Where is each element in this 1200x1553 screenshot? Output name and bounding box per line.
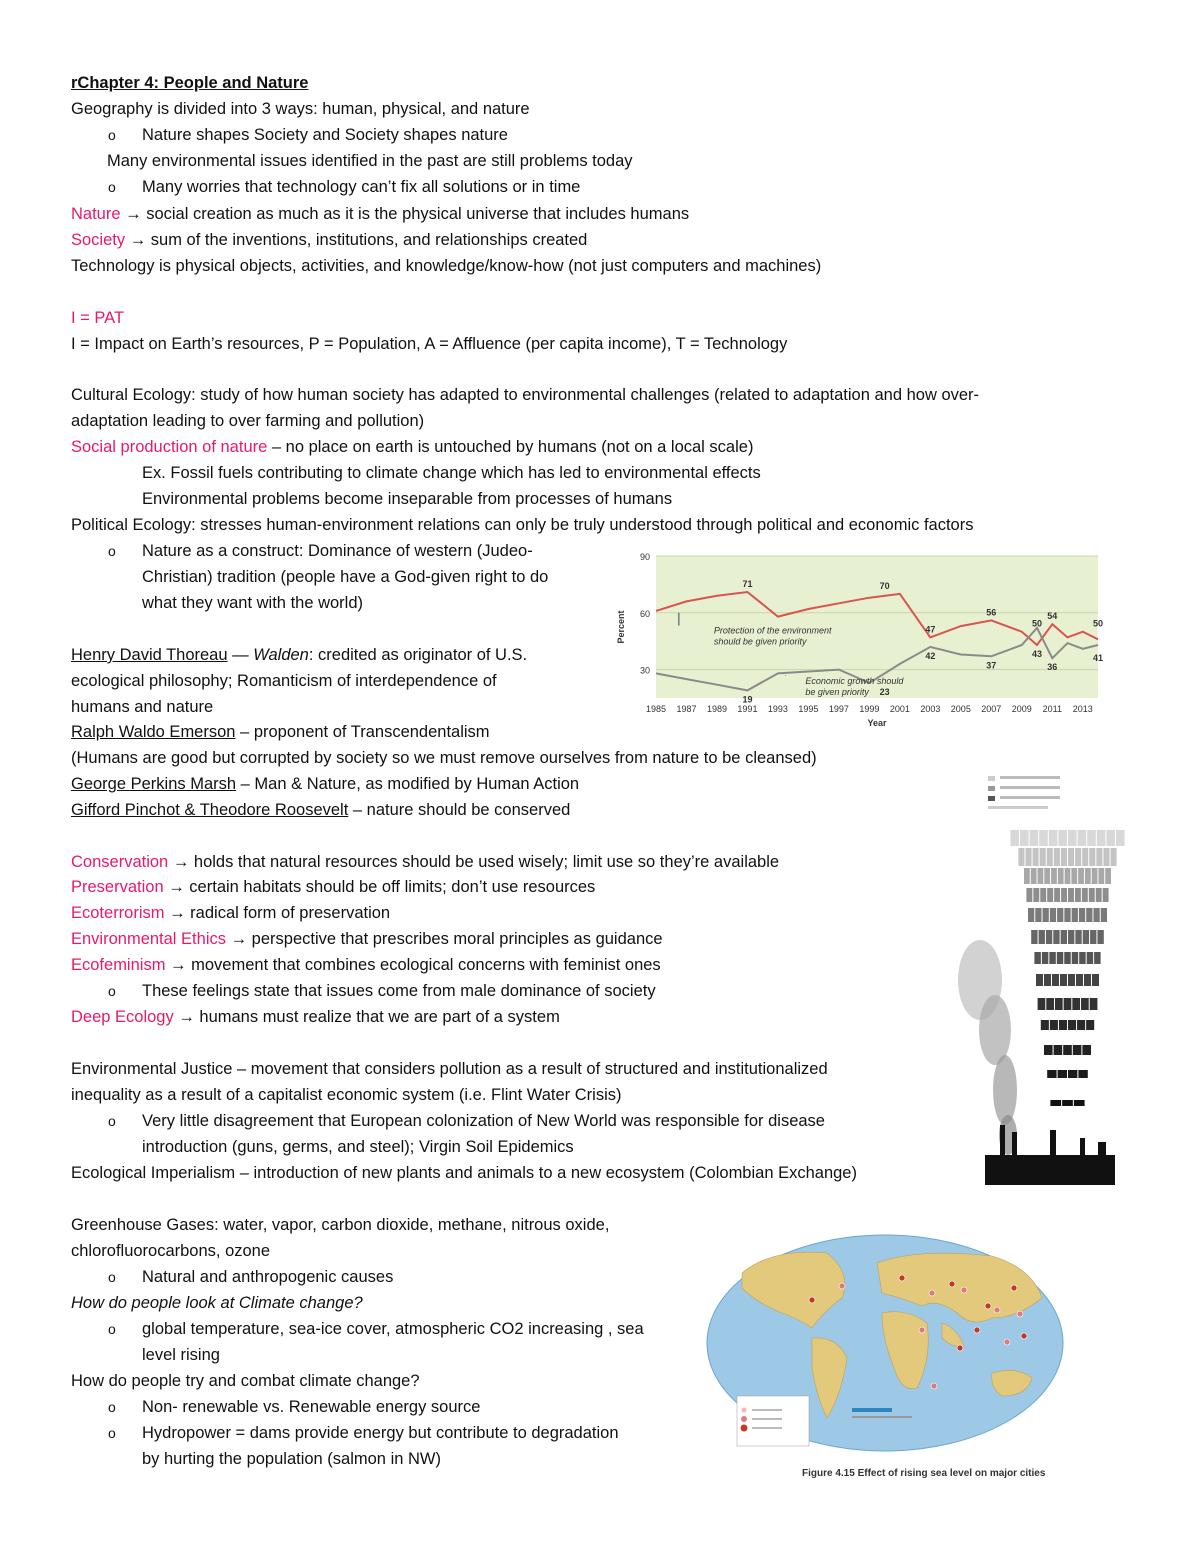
data-label: 23 xyxy=(879,686,890,697)
emission-block xyxy=(1097,830,1106,846)
text-line: introduction (guns, germs, and steel); Virgin Soil Epidemics xyxy=(142,1138,574,1156)
x-axis-label: Year xyxy=(867,718,887,728)
text-line: Geography is divided into 3 ways: human, physical, and nature xyxy=(71,100,530,118)
text-line: I = Impact on Earth’s resources, P = Population, A = Affluence (per capita income), T = Technology xyxy=(71,335,788,353)
bullet: o xyxy=(108,1399,116,1415)
emission-block xyxy=(1047,848,1053,866)
emission-block xyxy=(1054,848,1060,866)
emission-block xyxy=(1089,848,1095,866)
x-tick-label: 2003 xyxy=(920,704,941,714)
y-tick-label: 30 xyxy=(639,665,650,676)
emission-block xyxy=(1087,952,1093,964)
term: Ecoterrorism xyxy=(71,904,165,922)
definition-conservation xyxy=(71,852,779,872)
emission-block xyxy=(1068,930,1074,944)
emission-block xyxy=(1044,868,1050,884)
y-tick-label: 90 xyxy=(639,552,650,562)
term: Ecofeminism xyxy=(71,956,166,974)
x-tick-label: 2011 xyxy=(1042,704,1062,714)
x-tick-label: 1985 xyxy=(645,704,667,714)
definition-ecoterrorism xyxy=(71,903,390,923)
marsh-line xyxy=(71,774,579,794)
definition: → humans must realize that we are part of a system xyxy=(173,1008,560,1026)
emission-block xyxy=(1054,1045,1063,1055)
bullet: o xyxy=(108,179,116,195)
text-line: level rising xyxy=(142,1346,220,1364)
data-label: 19 xyxy=(742,694,753,705)
x-tick-label: 1987 xyxy=(676,704,697,714)
x-tick-label: 2005 xyxy=(950,704,971,714)
emission-block xyxy=(1051,868,1057,884)
emission-block xyxy=(1063,1045,1072,1055)
data-label: 41 xyxy=(1092,652,1104,663)
emission-block xyxy=(1092,868,1098,884)
emission-block xyxy=(1072,952,1078,964)
emission-block xyxy=(1106,830,1115,846)
text-line: Many worries that technology can’t fix all solutions or in time xyxy=(142,178,581,196)
definition-society xyxy=(71,230,587,250)
city-marker xyxy=(1011,1285,1017,1291)
city-marker xyxy=(931,1383,937,1389)
emission-block xyxy=(1010,830,1019,846)
emission-block xyxy=(1058,868,1064,884)
x-tick-label: 2007 xyxy=(981,704,1002,714)
page-title: rChapter 4: People and Nature xyxy=(71,74,309,92)
x-tick-label: 1997 xyxy=(828,704,849,714)
data-label: 47 xyxy=(925,624,936,635)
person-name: Gifford Pinchot & Theodore Roosevelt xyxy=(71,801,349,819)
emission-block xyxy=(1046,930,1052,944)
emission-block xyxy=(1060,974,1067,986)
text-line: Non- renewable vs. Renewable energy source xyxy=(142,1398,481,1416)
text-line: Ecological Imperialism – introduction of new plants and animals to a new ecosystem (Colombian Exchange) xyxy=(71,1164,857,1182)
definition: → perspective that prescribes moral principles as guidance xyxy=(226,930,663,948)
text-line: These feelings state that issues come from male dominance of society xyxy=(142,982,656,1000)
emission-block xyxy=(1093,908,1099,922)
emission-block xyxy=(1068,848,1074,866)
data-label: 56 xyxy=(986,607,997,618)
text-line: Very little disagreement that European colonization of New World was responsible for disease xyxy=(142,1112,825,1130)
dash: — xyxy=(227,646,254,664)
emissions-infographic xyxy=(950,770,1135,1185)
pinchot-line xyxy=(71,800,570,820)
data-label: 70 xyxy=(879,580,890,591)
data-label: 71 xyxy=(742,578,753,589)
x-tick-label: 1991 xyxy=(737,704,758,714)
bullet: o xyxy=(108,127,116,143)
text-line: Hydropower = dams provide energy but contribute to degradation xyxy=(142,1424,619,1442)
emission-block xyxy=(1087,830,1096,846)
map-caption: Figure 4.15 Effect of rising sea level on major cities xyxy=(802,1468,1046,1479)
y-tick-label: 60 xyxy=(639,608,650,619)
emission-block xyxy=(1055,998,1063,1010)
text-line: Technology is physical objects, activities, and knowledge/know-how (not just computers and machines) xyxy=(71,257,822,275)
emission-block xyxy=(1101,908,1107,922)
bullet: o xyxy=(108,983,116,999)
emission-block xyxy=(1079,908,1085,922)
emission-block xyxy=(1082,1045,1091,1055)
emission-block xyxy=(1085,868,1091,884)
text-line: Many environmental issues identified in the past are still problems today xyxy=(107,152,633,170)
emission-block xyxy=(1096,888,1102,902)
definition: – no place on earth is untouched by humans (not on a local scale) xyxy=(267,438,754,456)
text-line: chlorofluorocarbons, ozone xyxy=(71,1242,271,1260)
emission-block xyxy=(1072,998,1080,1010)
city-marker xyxy=(985,1303,991,1309)
emission-block xyxy=(1047,888,1053,902)
emission-block xyxy=(1035,908,1041,922)
person-name: Henry David Thoreau xyxy=(71,646,228,664)
emission-block xyxy=(1096,848,1102,866)
person-name: Ralph Waldo Emerson xyxy=(71,723,236,741)
book-title: Walden xyxy=(253,646,309,664)
data-label: 54 xyxy=(1047,611,1058,622)
definition: → holds that natural resources should be used wisely; limit use so they’re available xyxy=(168,853,780,871)
emission-block xyxy=(1074,1100,1085,1106)
thoreau-line xyxy=(71,645,527,665)
text: – Man & Nature, as modified by Human Action xyxy=(236,775,580,793)
emission-block xyxy=(1040,848,1046,866)
text-line: Greenhouse Gases: water, vapor, carbon dioxide, methane, nitrous oxide, xyxy=(71,1216,610,1234)
emission-block xyxy=(1079,952,1085,964)
series-annotation: Economic growth should be given priority xyxy=(805,675,904,697)
text-line: Nature as a construct: Dominance of western (Judeo- xyxy=(142,542,533,560)
series-annotation: Protection of the environment should be given priority xyxy=(713,625,832,647)
city-marker xyxy=(961,1287,967,1293)
emission-block xyxy=(1089,888,1095,902)
emission-block xyxy=(1078,868,1084,884)
emission-block xyxy=(1049,952,1055,964)
emission-block xyxy=(1094,952,1100,964)
term: Conservation xyxy=(71,853,169,871)
definition: → certain habitats should be off limits; don’t use resources xyxy=(163,878,596,896)
emission-block xyxy=(1058,830,1067,846)
definition-social-production xyxy=(71,437,753,457)
x-tick-label: 2001 xyxy=(889,704,910,714)
city-marker xyxy=(919,1327,925,1333)
bullet: o xyxy=(108,1425,116,1441)
text: – proponent of Transcendentalism xyxy=(235,723,490,741)
emission-block xyxy=(1018,848,1024,866)
emission-block xyxy=(1075,848,1081,866)
priority-line-chart xyxy=(612,548,1104,728)
city-marker xyxy=(839,1283,845,1289)
term: Social production of nature xyxy=(71,438,268,456)
emission-block xyxy=(1024,868,1030,884)
city-marker xyxy=(809,1297,815,1303)
text: : credited as originator of U.S. xyxy=(308,646,528,664)
emission-block xyxy=(1073,1045,1082,1055)
definition-preservation xyxy=(71,877,595,897)
emission-block xyxy=(1050,1020,1058,1030)
city-marker xyxy=(957,1345,963,1351)
x-tick-label: 1995 xyxy=(798,704,819,714)
text-line: Christian) tradition (people have a God-given right to do xyxy=(142,568,549,586)
text-line: Cultural Ecology: study of how human society has adapted to environmental challenges (related to adaptation and how over- xyxy=(71,386,980,404)
emission-block xyxy=(1071,868,1077,884)
definition: → social creation as much as it is the physical universe that includes humans xyxy=(120,205,690,223)
emission-block xyxy=(1064,952,1070,964)
emission-block xyxy=(1047,1070,1056,1078)
emission-block xyxy=(1040,888,1046,902)
emission-block xyxy=(1092,974,1099,986)
term: Preservation xyxy=(71,878,164,896)
emission-block xyxy=(1098,868,1104,884)
emission-block xyxy=(1026,888,1032,902)
emission-block xyxy=(1052,974,1059,986)
emission-block xyxy=(1077,1020,1085,1030)
emission-block xyxy=(1058,1070,1067,1078)
emission-block xyxy=(1061,848,1067,866)
emission-block xyxy=(1050,1100,1061,1106)
emission-block xyxy=(1044,1045,1053,1055)
emission-block xyxy=(1072,908,1078,922)
city-marker xyxy=(899,1275,905,1281)
emission-block xyxy=(1043,908,1049,922)
x-tick-label: 1999 xyxy=(859,704,880,714)
emission-block xyxy=(1046,998,1054,1010)
emission-block xyxy=(1033,888,1039,902)
city-marker xyxy=(929,1290,935,1296)
term: Society xyxy=(71,231,126,249)
person-name: George Perkins Marsh xyxy=(71,775,237,793)
text-line: Nature shapes Society and Society shapes nature xyxy=(142,126,508,144)
definition-nature xyxy=(71,204,689,224)
data-label: 50 xyxy=(1092,618,1104,629)
emission-block xyxy=(1082,888,1088,902)
emission-block xyxy=(1034,952,1040,964)
text-line: global temperature, sea-ice cover, atmospheric CO2 increasing , sea xyxy=(142,1320,644,1338)
city-marker xyxy=(1021,1333,1027,1339)
bullet: o xyxy=(108,1269,116,1285)
emission-block xyxy=(1038,868,1044,884)
emission-block xyxy=(1084,974,1091,986)
emission-block xyxy=(1081,998,1089,1010)
emission-block xyxy=(1083,930,1089,944)
emission-block xyxy=(1030,830,1039,846)
emission-block xyxy=(1068,1070,1077,1078)
emission-block xyxy=(1038,998,1046,1010)
emission-block xyxy=(1039,930,1045,944)
emission-block xyxy=(1082,848,1088,866)
emission-block xyxy=(1078,830,1087,846)
bullet: o xyxy=(108,1321,116,1337)
text: – nature should be conserved xyxy=(348,801,571,819)
data-label: 43 xyxy=(1032,648,1043,659)
emission-block xyxy=(1075,930,1081,944)
text-line: Ex. Fossil fuels contributing to climate change which has led to environmental effects xyxy=(142,464,761,482)
emission-block xyxy=(1075,888,1081,902)
question: How do people look at Climate change? xyxy=(71,1294,363,1312)
data-label: 37 xyxy=(986,660,997,671)
emission-block xyxy=(1042,952,1048,964)
ipat-title: I = PAT xyxy=(71,309,125,327)
emission-block xyxy=(1057,908,1063,922)
emission-block xyxy=(1086,908,1092,922)
bullet: o xyxy=(108,1113,116,1129)
question: How do people try and combat climate change? xyxy=(71,1372,420,1390)
text-line: by hurting the population (salmon in NW) xyxy=(142,1450,441,1468)
emission-block xyxy=(1068,1020,1076,1030)
term: Nature xyxy=(71,205,121,223)
emission-block xyxy=(1033,848,1039,866)
emission-block xyxy=(1062,1100,1073,1106)
city-marker xyxy=(1017,1311,1023,1317)
emission-block xyxy=(1078,1070,1087,1078)
emission-block xyxy=(1090,998,1098,1010)
data-label: 50 xyxy=(1032,618,1043,629)
text-line: ecological philosophy; Romanticism of interdependence of xyxy=(71,672,497,690)
emission-block xyxy=(1103,848,1109,866)
x-tick-label: 1989 xyxy=(706,704,727,714)
emission-block xyxy=(1020,830,1029,846)
emission-block xyxy=(1111,848,1117,866)
data-label: 36 xyxy=(1047,662,1058,673)
emission-block xyxy=(1068,974,1075,986)
emission-block xyxy=(1097,930,1103,944)
text-line: (Humans are good but corrupted by society so we must remove ourselves from nature to be cleansed) xyxy=(71,749,817,767)
text-line: Natural and anthropogenic causes xyxy=(142,1268,394,1286)
emission-block xyxy=(1025,848,1031,866)
term: Environmental Ethics xyxy=(71,930,226,948)
emission-block xyxy=(1061,930,1067,944)
text-line: adaptation leading to over farming and pollution) xyxy=(71,412,425,430)
definition: → radical form of preservation xyxy=(164,904,391,922)
emission-block xyxy=(1061,888,1067,902)
city-marker xyxy=(949,1281,955,1287)
city-marker xyxy=(1004,1339,1010,1345)
definition-deep-ecology xyxy=(71,1007,560,1027)
emission-block xyxy=(1059,1020,1067,1030)
emission-block xyxy=(1044,974,1051,986)
emission-block xyxy=(1054,888,1060,902)
emission-block xyxy=(1039,830,1048,846)
definition-environmental-ethics xyxy=(71,929,663,949)
emission-block xyxy=(1090,930,1096,944)
emission-block xyxy=(1076,974,1083,986)
x-tick-label: 2013 xyxy=(1072,704,1093,714)
text-line: inequality as a result of a capitalist economic system (i.e. Flint Water Crisis) xyxy=(71,1086,622,1104)
emission-block xyxy=(1050,908,1056,922)
text-line: humans and nature xyxy=(71,698,214,716)
definition: → sum of the inventions, institutions, and relationships created xyxy=(125,231,588,249)
emission-block xyxy=(1028,908,1034,922)
emission-block xyxy=(1105,868,1111,884)
emission-block xyxy=(1064,908,1070,922)
city-marker xyxy=(994,1307,1000,1313)
y-axis-label: Percent xyxy=(616,610,626,644)
emission-block xyxy=(1086,1020,1094,1030)
emission-block xyxy=(1068,888,1074,902)
term: Deep Ecology xyxy=(71,1008,174,1026)
emission-block xyxy=(1053,930,1059,944)
emission-block xyxy=(1064,998,1072,1010)
emission-block xyxy=(1049,830,1058,846)
data-label: 42 xyxy=(925,650,936,661)
emission-block xyxy=(1031,930,1037,944)
bullet: o xyxy=(108,543,116,559)
emission-block xyxy=(1116,830,1125,846)
x-tick-label: 2009 xyxy=(1011,704,1032,714)
emission-block xyxy=(1031,868,1037,884)
emerson-line xyxy=(71,722,490,742)
x-tick-label: 1993 xyxy=(767,704,788,714)
emission-block xyxy=(1057,952,1063,964)
text-line: Political Ecology: stresses human-environment relations can only be truly understood through political and economic factors xyxy=(71,516,974,534)
emission-block xyxy=(1065,868,1071,884)
emission-block xyxy=(1103,888,1109,902)
emission-block xyxy=(1036,974,1043,986)
definition: → movement that combines ecological concerns with feminist ones xyxy=(165,956,661,974)
text-line: what they want with the world) xyxy=(142,594,364,612)
sea-level-world-map xyxy=(702,1218,1068,1480)
text-line: Environmental Justice – movement that considers pollution as a result of structured and institutionalized xyxy=(71,1060,828,1078)
emission-block xyxy=(1041,1020,1049,1030)
text-line: Environmental problems become inseparable from processes of humans xyxy=(142,490,673,508)
definition-ecofeminism xyxy=(71,955,661,975)
city-marker xyxy=(974,1327,980,1333)
emission-block xyxy=(1068,830,1077,846)
